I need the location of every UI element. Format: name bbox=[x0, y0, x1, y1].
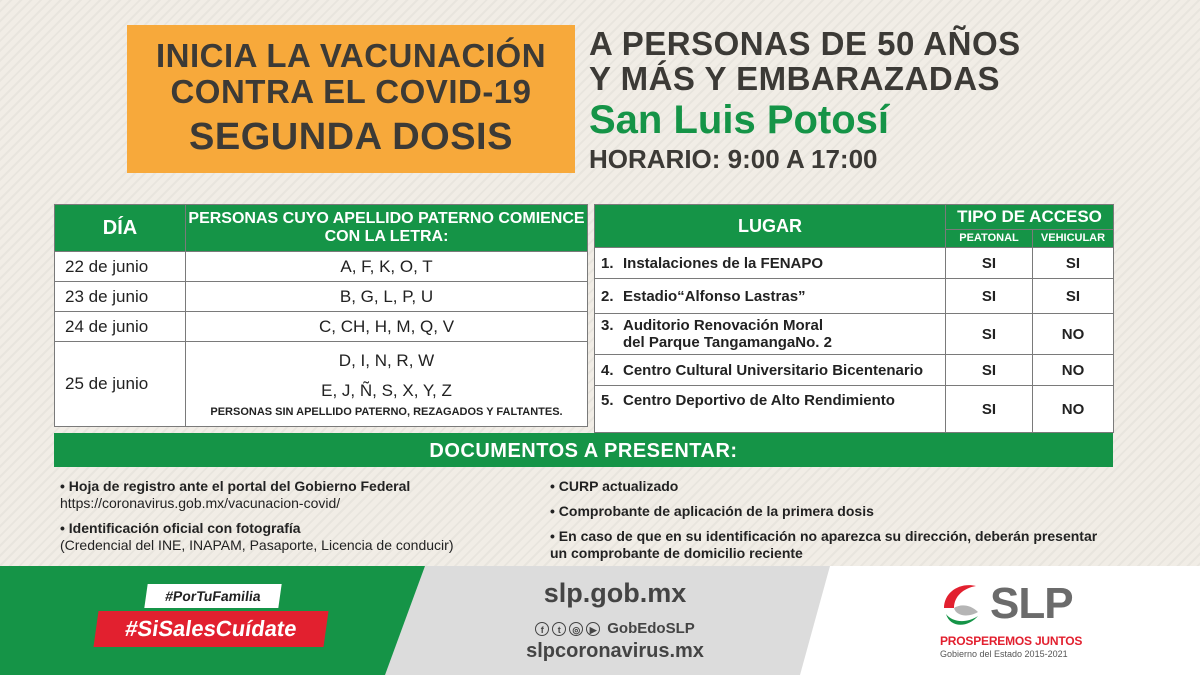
place-name-line-2: del Parque TangamangaNo. 2 bbox=[623, 334, 832, 351]
place-name bbox=[623, 317, 832, 351]
title-line-2: CONTRA EL COVID-19 bbox=[170, 73, 532, 110]
place-cell bbox=[595, 386, 946, 433]
list-item bbox=[550, 478, 1110, 495]
walk-cell: SI bbox=[946, 248, 1033, 279]
col-access-header: TIPO DE ACCESO bbox=[946, 205, 1114, 230]
walk-cell: SI bbox=[946, 355, 1033, 386]
place-cell bbox=[595, 279, 946, 314]
schedule-hours: HORARIO: 9:00 A 17:00 bbox=[589, 144, 878, 174]
letters-cell: C, CH, H, M, Q, V bbox=[186, 312, 588, 342]
schedule-table bbox=[54, 204, 588, 427]
day-cell: 24 de junio bbox=[55, 312, 186, 342]
vehicle-cell: SI bbox=[1033, 279, 1114, 314]
table-row bbox=[595, 279, 1114, 314]
subtitle-block bbox=[589, 26, 1189, 174]
place-cell bbox=[595, 355, 946, 386]
instagram-icon[interactable]: ◎ bbox=[569, 622, 583, 636]
day-cell: 23 de junio bbox=[55, 282, 186, 312]
table-row bbox=[55, 312, 588, 342]
col-vehicle-header: VEHICULAR bbox=[1033, 229, 1114, 247]
list-item bbox=[60, 478, 530, 512]
letters-line: D, I, N, R, W bbox=[338, 351, 435, 370]
vehicle-cell: SI bbox=[1033, 248, 1114, 279]
place-number: 4. bbox=[601, 361, 614, 379]
walk-cell: SI bbox=[946, 314, 1033, 355]
hashtag-take-care: #SiSalesCuídate bbox=[93, 611, 328, 647]
title-box bbox=[127, 25, 575, 173]
document-detail: https://coronavirus.gob.mx/vacunacion-covid/ bbox=[60, 495, 341, 511]
list-item bbox=[550, 528, 1110, 562]
document-label: • CURP actualizado bbox=[550, 478, 679, 494]
subtitle-line-1: A PERSONAS DE 50 AÑOS bbox=[589, 25, 1021, 62]
table-row bbox=[55, 282, 588, 312]
place-name: Instalaciones de la FENAPO bbox=[623, 254, 824, 272]
day-cell: 22 de junio bbox=[55, 252, 186, 282]
social-handle: GobEdoSLP bbox=[607, 620, 695, 637]
col-letter-header: PERSONAS CUYO APELLIDO PATERNO COMIENCE CON LA LETRA: bbox=[186, 205, 588, 252]
list-item bbox=[550, 503, 1110, 520]
youtube-icon[interactable]: ▶ bbox=[586, 622, 600, 636]
document-label: • En caso de que en su identificación no aparezca su dirección, deberán presentar bbox=[550, 528, 1098, 544]
day-cell: 25 de junio bbox=[55, 342, 186, 427]
col-day-header: DÍA bbox=[55, 205, 186, 252]
table-row bbox=[595, 314, 1114, 355]
walk-cell: SI bbox=[946, 386, 1033, 433]
coronavirus-site-link[interactable]: slpcoronavirus.mx bbox=[526, 640, 704, 662]
place-number: 5. bbox=[601, 392, 614, 409]
vehicle-cell: NO bbox=[1033, 314, 1114, 355]
social-row bbox=[500, 620, 730, 637]
subtitle-line-2: Y MÁS Y EMBARAZADAS bbox=[589, 60, 1001, 97]
government-period: Gobierno del Estado 2015-2021 bbox=[940, 649, 1068, 659]
document-label: • Identificación oficial con fotografía bbox=[60, 520, 301, 536]
place-number: 3. bbox=[601, 317, 614, 334]
place-cell bbox=[595, 248, 946, 279]
col-walk-header: PEATONAL bbox=[946, 229, 1033, 247]
slogan: PROSPEREMOS JUNTOS bbox=[940, 634, 1083, 648]
slp-logo-text: SLP bbox=[990, 579, 1073, 628]
table-row bbox=[595, 355, 1114, 386]
documents-title: DOCUMENTOS A PRESENTAR: bbox=[54, 433, 1113, 467]
places-table bbox=[594, 204, 1114, 433]
col-place-header: LUGAR bbox=[595, 205, 946, 248]
documents-left-list bbox=[60, 478, 530, 562]
place-name: Centro Cultural Universitario Bicentenario bbox=[623, 361, 924, 379]
place-name: Estadio“Alfonso Lastras” bbox=[623, 287, 806, 305]
table-row bbox=[595, 248, 1114, 279]
document-detail: (Credencial del INE, INAPAM, Pasaporte, Licencia de conducir) bbox=[60, 537, 454, 553]
letters-cell: A, F, K, O, T bbox=[186, 252, 588, 282]
slp-logo-icon bbox=[938, 578, 986, 634]
vehicle-cell: NO bbox=[1033, 386, 1114, 433]
letters-line-2: E, J, Ñ, S, X, Y, Z bbox=[321, 381, 452, 400]
vehicle-cell: NO bbox=[1033, 355, 1114, 386]
place-name-line-1: Auditorio Renovación Moral bbox=[623, 317, 824, 334]
table-row bbox=[55, 342, 588, 427]
document-label: • Hoja de registro ante el portal del Gobierno Federal bbox=[60, 478, 411, 494]
city-name: San Luis Potosí bbox=[589, 98, 890, 142]
document-label: • Comprobante de aplicación de la primera dosis bbox=[550, 503, 874, 519]
document-label-line-2: un comprobante de domicilio reciente bbox=[550, 545, 803, 561]
letters-cell bbox=[186, 342, 588, 427]
place-number: 1. bbox=[601, 254, 614, 272]
place-number: 2. bbox=[601, 287, 614, 305]
table-row bbox=[595, 386, 1114, 433]
list-item bbox=[60, 520, 530, 554]
letters-note: PERSONAS SIN APELLIDO PATERNO, REZAGADOS Y FALTANTES. bbox=[210, 406, 563, 418]
letters-cell: B, G, L, P, U bbox=[186, 282, 588, 312]
walk-cell: SI bbox=[946, 279, 1033, 314]
title-line-3: SEGUNDA DOSIS bbox=[189, 116, 513, 158]
place-cell bbox=[595, 314, 946, 355]
hashtag-family: #PorTuFamilia bbox=[144, 584, 281, 608]
place-name: Centro Deportivo de Alto Rendimiento bbox=[623, 392, 895, 409]
documents-right-list bbox=[550, 478, 1110, 570]
table-row bbox=[55, 252, 588, 282]
title-line-1: INICIA LA VACUNACIÓN bbox=[155, 37, 547, 74]
twitter-icon[interactable]: t bbox=[552, 622, 566, 636]
website-link[interactable]: slp.gob.mx bbox=[543, 578, 687, 608]
facebook-icon[interactable]: f bbox=[535, 622, 549, 636]
